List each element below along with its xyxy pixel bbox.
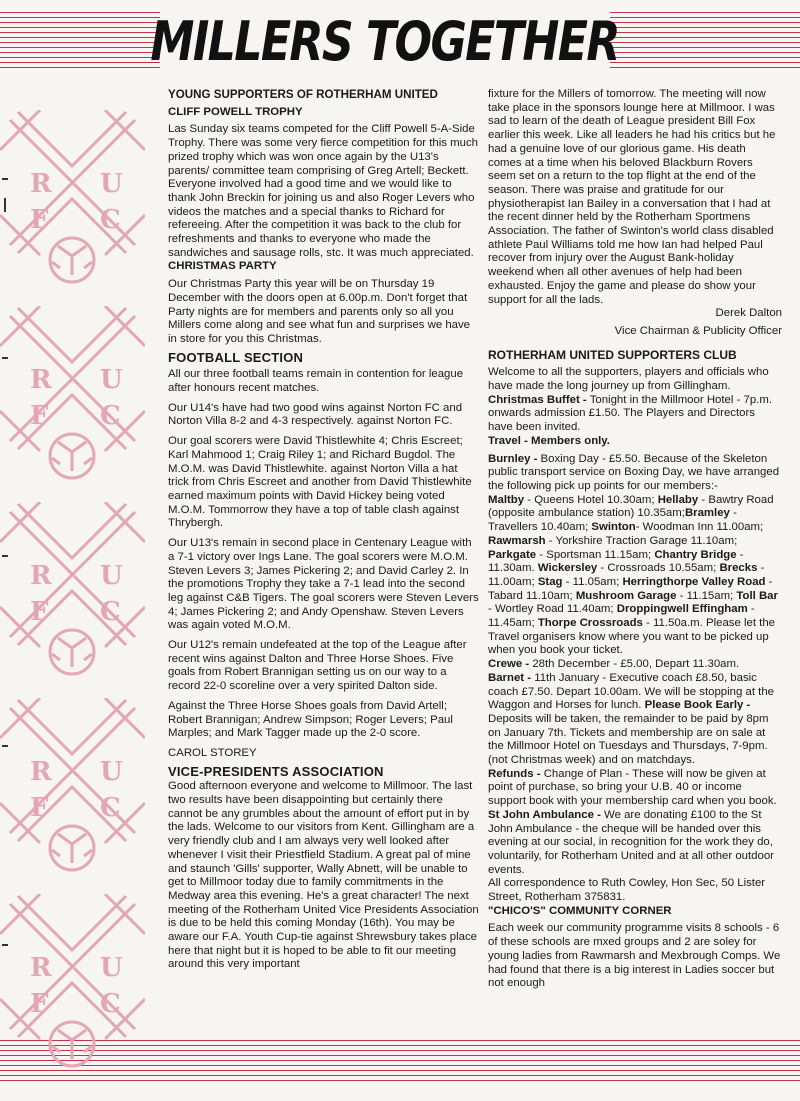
football-paragraph: Our U12's remain undefeated at the top of the League after recent wins against Dalton and Three Horse Shoes. Five goals from Robert Brannigan setting us on our way to a record 22-0 scoreline over a very spirited Dalton side.: [168, 639, 467, 693]
cliff-powell-text: Las Sunday six teams competed for the Cliff Powell 5-A-Side Trophy. There was some very fierce competition for this much prized trophy which was won once again by the U13's parents/ committee team comprising of Greg Artell; Beckett. Everyone involved had a good time and we would like to thank John Breckin for joining us and also Roger Levers who videos the matches and a special thanks to Richard for refereeing. After the competition it was back to the club for refreshments and thanks to everyone who made the sandwiches and sausage rolls, stc. It was much appreciated.: [168, 123, 478, 259]
st-john-label: St John Ambulance -: [488, 808, 601, 821]
pickup-point-text: - Tabard 11.10am;: [488, 575, 773, 602]
barnet-label: Barnet -: [488, 671, 532, 684]
pickup-point-name: Swinton: [591, 521, 636, 534]
svg-text:R: R: [30, 953, 52, 983]
pickup-point-name: Toll Bar: [736, 589, 778, 602]
signature-role: Vice Chairman & Publicity Officer: [614, 324, 782, 337]
svg-text:R: R: [30, 757, 52, 787]
svg-text:U: U: [100, 561, 123, 591]
pickup-point-text: - 11.15am;: [676, 589, 737, 602]
cliff-powell-heading: CLIFF POWELL TROPHY: [168, 105, 303, 118]
supporters-club-intro: Welcome to all the supporters, players and officials who have made the long journey up from Gillingham.: [488, 366, 769, 393]
crewe-label: Crewe -: [488, 658, 530, 671]
crewe-text: 28th December - £5.00, Depart 11.30am.: [529, 658, 740, 671]
buffet-label: Christmas Buffet -: [488, 393, 587, 406]
crest-icon: [0, 110, 145, 285]
signature-name: Derek Dalton: [715, 307, 782, 320]
pickup-point-text: - 11.30am.: [488, 548, 744, 575]
refunds-label: Refunds -: [488, 767, 541, 780]
svg-text:F: F: [30, 597, 49, 627]
svg-text:C: C: [100, 793, 121, 823]
burnley-text: Boxing Day - £5.50. Because of the Skeleton public transport service on Boxing Day, we have arranged the following pick up points for our members:-: [488, 452, 780, 492]
football-paragraph: Our U13's remain in second place in Centenary League with a 7-1 victory over Ings Lane. The goal scorers were M.O.M. Steven Levers 3; James Pickering 2; and David Carley 2. In the promotions Trophy they take a 7-1 lead into the second leg against C&B Tigers. The goal scorers were Steven Levers 4; James Pickering 2; and Andy Openshaw. Steven Levers was again voted M.O.M.: [168, 537, 479, 632]
barnet-paragraph: [488, 672, 782, 768]
pickup-point-text: - Sportsman 11.15am;: [536, 548, 655, 561]
svg-text:U: U: [100, 757, 123, 787]
pickup-point-text: - Crossroads 10.55am;: [597, 562, 720, 575]
pickup-point-name: Maltby: [488, 493, 525, 506]
pickup-point-name: Brecks: [719, 562, 758, 575]
vice-presidents-text: Good afternoon everyone and welcome to Millmoor. The last two results have been disappointing but certainly there cannot be any grumbles about the amount of effort put in by the lads. Welcome to our visitors from Kent. Gillingham are a very friendly club and I am always very well looked after whenever I visit their Priestfield Stadium. A great pal of mine and staunch 'Gills' supporter, Wally Abnett, will be unable to get to Millmoor today due to family commitments in the Medway area this evening. He's a great character! The next meeting of the Rotherham United Vice Presidents Association is due to be held this coming Monday (16th). You may be aware our F.A. Youth Cup-tie against Shrewsbury takes place here that night but it is hoped to be able to fit our meeting around this very important: [168, 780, 479, 971]
pickup-point-text: - Yorkshire Traction Garage 11.10am;: [545, 534, 738, 547]
page-title: MILLERS TOGETHER: [150, 9, 620, 73]
book-early-label: Please Book Early -: [644, 699, 751, 712]
correspondence-text: All correspondence to Ruth Cowley, Hon Sec, 50 Lister Street, Rotherham 375831.: [488, 877, 766, 904]
svg-text:U: U: [100, 169, 123, 199]
community-corner-text: Each week our community programme visits 8 schools - 6 of these schools are mxed groups and 2 are soley for young ladies from Rawmarsh and Mexbrough Comps. We had found that there is a big interest in Ladies soccer but not enough: [488, 922, 781, 990]
burnley-paragraph: [488, 453, 782, 494]
pickup-point-name: Mushroom Garage: [575, 589, 677, 602]
buffet-text: Tonight in the Millmoor Hotel - 7p.m. onwards admission £1.50. The Players and Directors have been invited.: [488, 393, 773, 434]
football-paragraph: Our goal scorers were David Thistlewhite 4; Chris Escreet; Karl Mahmood 1; Craig Riley 1; and Richard Bugdol. The M.O.M. was David Thistlewhite. against Norton Villa a hat trick from Chris Escreet and another from David Thistlewhite earned maximum points with David Hickey being voted M.O.M. Tommorrow they have a top of table clash against Thrybergh.: [168, 435, 472, 530]
football-paragraph: Against the Three Horse Shoes goals from David Artell; Robert Brannigan; Andrew Simpson; Roger Levers; Paul Marples; and Mark Tagger made up the 2-0 score.: [168, 699, 453, 740]
svg-text:R: R: [30, 169, 52, 199]
supporters-club-heading: ROTHERHAM UNITED SUPPORTERS CLUB: [488, 347, 737, 362]
vice-presidents-continued: fixture for the Millers of tomorrow. The meeting will now take place in the sponsors lounge here at Millmoor. I was sad to learn of the death of League president Bill Fox earlier this week. Like all leaders he had his critics but he had a genuine love of our glorious game. His death comes at a time when his beloved Blackburn Rovers seem set on a return to the top flight at the end of the season. There was praise and gratitude for our physiotherapist Ian Bailey in a conversation that I had at the recent dinner held by the Rotherham Sportmens Association. The father of Swinton's world class disabled athlete Paul Williams told me how Ian had helped Paul recover from injury over the August Bank-holiday weekend when all other avenues of help had been exhausted. Enjoy the game and please do show your support for all the lads.: [488, 88, 776, 306]
christmas-party-text: Our Christmas Party this year will be on Thursday 19 December with the doors open at 6.00p.m. Don't forget that Party nights are for members and parents only so all you Millers come along and see what fun and surprises we have in store for you this Christmas.: [168, 278, 471, 345]
pickup-points: [488, 494, 782, 658]
crewe-paragraph: [488, 658, 782, 672]
football-signature: CAROL STOREY: [168, 746, 257, 759]
crest-column: [0, 110, 160, 1030]
vice-presidents-heading: VICE-PRESIDENTS ASSOCIATION: [168, 763, 384, 779]
pickup-point-name: Parkgate: [488, 548, 537, 561]
young-supporters-heading: YOUNG SUPPORTERS OF ROTHERHAM UNITED: [168, 88, 438, 101]
pickup-point-name: Droppingwell Effingham: [616, 603, 748, 616]
christmas-party-heading: CHRISTMAS PARTY: [168, 260, 277, 273]
pickup-point-text: - Travellers 10.40am;: [488, 507, 737, 534]
svg-text:C: C: [100, 989, 121, 1019]
pickup-point-name: Stag: [537, 575, 563, 588]
svg-text:U: U: [100, 365, 123, 395]
pickup-point-text: - 11.00am;: [488, 562, 765, 588]
community-corner-heading: "CHICO'S" COMMUNITY CORNER: [488, 904, 672, 917]
st-john-paragraph: [488, 809, 782, 878]
pickup-point-name: Rawmarsh: [488, 534, 546, 547]
svg-text:F: F: [30, 989, 49, 1019]
book-early-text: Deposits will be taken, the remainder to be paid by 8pm on January 7th. Tickets and membership are on sale at the Millmoor Hotel on Tuesdays and Thursdays, 7-9pm. (not Christmas week) and on matchdays.: [488, 712, 769, 767]
left-column: [168, 88, 480, 976]
pickup-point-text: - Bawtry Road (opposite ambulance station) 10.35am;: [488, 493, 774, 520]
svg-text:R: R: [30, 561, 52, 591]
svg-text:F: F: [30, 401, 49, 431]
right-column: [488, 88, 782, 995]
st-john-text: We are donating £100 to the St John Ambulance - the cheque will be handed over this evening at our social, in recognition for the work they do, voluntarily, for Rotherham United and at all other outdoor events.: [488, 808, 774, 876]
pickup-point-name: Chantry Bridge: [654, 548, 737, 561]
football-paragraph: All our three football teams remain in contention for league after honours recent matches.: [168, 368, 464, 395]
pickup-point-text: - 11.50a.m. Please let the Travel organisers know where you want to be picked up when you book your ticket.: [488, 617, 776, 657]
pickup-point-text: - 11.45am;: [488, 603, 755, 630]
svg-text:F: F: [30, 793, 49, 823]
svg-text:U: U: [100, 953, 123, 983]
pickup-point-text: - 11.05am;: [562, 575, 623, 588]
refunds-text: Change of Plan - These will now be given at point of purchase, so bring your U.B. 40 or income support book with your membership card when you book.: [488, 767, 777, 808]
pickup-point-text: - Woodman Inn 11.00am;: [635, 521, 764, 534]
svg-text:R: R: [30, 365, 52, 395]
pickup-point-name: Hellaby: [657, 493, 699, 506]
masthead: [150, 6, 620, 76]
football-section-heading: FOOTBALL SECTION: [168, 349, 304, 365]
crest-icon: [0, 306, 145, 481]
pickup-point-name: Wickersley: [537, 562, 598, 575]
crest-icon: [0, 894, 145, 1069]
svg-text:C: C: [100, 597, 121, 627]
pickup-point-text: - Wortley Road 11.40am;: [488, 603, 617, 616]
pickup-point-name: Thorpe Crossroads: [537, 617, 643, 630]
crest-icon: [0, 698, 145, 873]
pickup-point-text: - Queens Hotel 10.30am;: [524, 493, 658, 506]
refunds-paragraph: [488, 768, 782, 809]
burnley-label: Burnley -: [488, 452, 538, 465]
crest-icon: [0, 502, 145, 677]
svg-text:C: C: [100, 205, 121, 235]
pickup-point-name: Herringthorpe Valley Road: [622, 575, 766, 588]
pickup-point-name: Bramley: [684, 507, 730, 520]
football-paragraph: Our U14's have had two good wins against Norton FC and Norton Villa 8-2 and 4-3 respectively. against Norton FC.: [168, 401, 463, 428]
travel-heading: Travel - Members only.: [488, 434, 610, 447]
barnet-text: 11th January - Executive coach £8.50, basic coach £7.50. Depart 10.00am. We will be stopping at the Waggon and Horses for lunch.: [488, 671, 774, 712]
buffet-paragraph: [488, 394, 782, 435]
svg-text:F: F: [30, 205, 49, 235]
svg-text:C: C: [100, 401, 121, 431]
